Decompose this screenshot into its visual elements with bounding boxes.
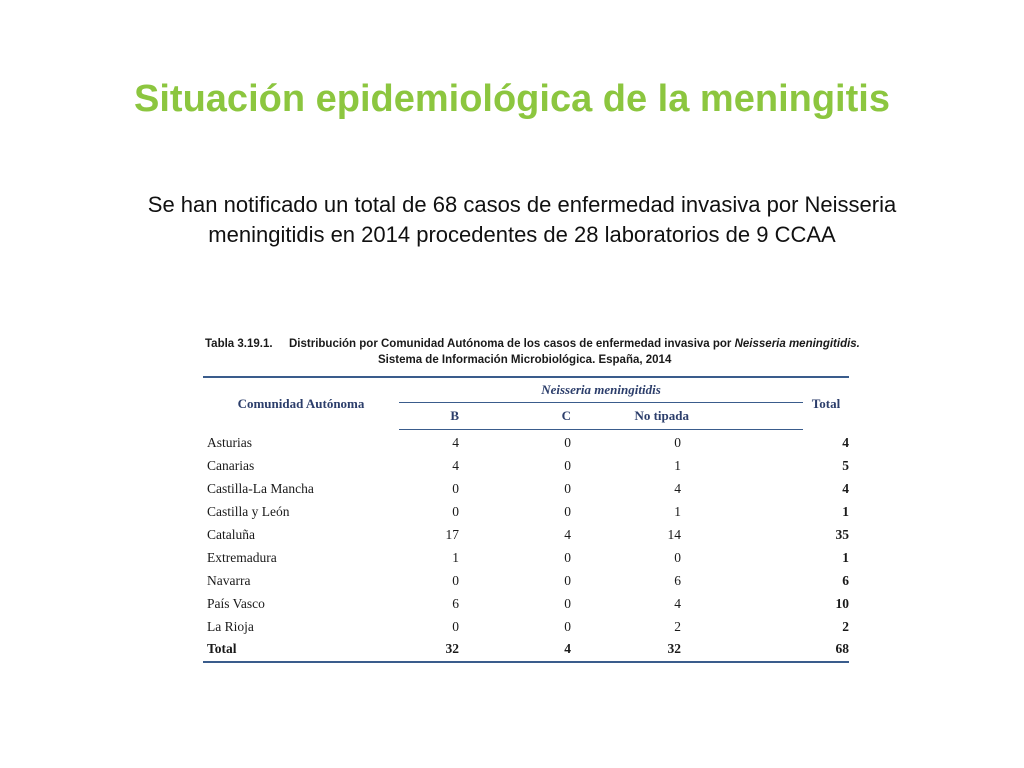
cell-total: 4 (842, 481, 849, 497)
cases-table (203, 376, 849, 663)
cell-b: 4 (452, 435, 459, 451)
cell-total: 10 (835, 595, 849, 611)
cell-c: 0 (564, 435, 571, 451)
cell-no-tipada: 4 (674, 481, 681, 497)
header-b: B (399, 403, 459, 430)
cell-total: 4 (842, 435, 849, 451)
cell-spacer (693, 430, 803, 455)
slide-title: Situación epidemiológica de la meningitis (134, 78, 890, 120)
header-spacer (693, 403, 803, 430)
cell-no-tipada: 1 (674, 504, 681, 520)
cell-community: Canarias (207, 458, 255, 474)
table-row (203, 546, 849, 569)
header-group: Neisseria meningitidis (399, 377, 803, 403)
cell-b: 1 (452, 549, 459, 565)
table-row (203, 478, 849, 501)
cell-c: 4 (564, 527, 571, 542)
table-row (203, 430, 849, 455)
table-row (203, 615, 849, 638)
header-no-tipada: No tipada (571, 403, 693, 430)
caption-line-2: Sistema de Información Microbiológica. España, 2014 (378, 354, 672, 366)
intro-line-2: meningitidis en 2014 procedentes de 28 laboratorios de 9 CCAA (208, 222, 836, 247)
header-c: C (459, 403, 571, 430)
caption-number: Tabla 3.19.1. (205, 338, 273, 350)
cell-spacer (693, 615, 803, 638)
table-caption (203, 334, 860, 370)
cell-c: 0 (564, 595, 571, 611)
caption-line-1-italic: Neisseria meningitidis. (734, 338, 860, 350)
cell-b: 0 (452, 618, 459, 634)
cell-b: 0 (452, 504, 459, 520)
cell-spacer (693, 501, 803, 524)
cell-spacer (693, 569, 803, 592)
caption-line-1-text: Distribución por Comunidad Autónoma de los casos de enfermedad invasiva por (289, 338, 732, 350)
cell-total: 35 (835, 527, 849, 542)
cell-community: Total (203, 638, 399, 662)
caption-line-1 (289, 336, 860, 352)
cell-b: 6 (452, 595, 459, 611)
cell-c: 0 (564, 504, 571, 520)
cell-community: Extremadura (207, 549, 277, 565)
table-total-row (203, 638, 849, 662)
cell-community: Castilla-La Mancha (207, 481, 314, 497)
cell-spacer (693, 546, 803, 569)
cell-total: 5 (842, 458, 849, 474)
cell-b: 32 (399, 638, 459, 662)
cell-no-tipada: 6 (674, 572, 681, 588)
cell-c: 0 (564, 549, 571, 565)
cell-spacer (693, 638, 803, 662)
cell-no-tipada: 14 (667, 527, 681, 542)
table-row (203, 569, 849, 592)
cell-community: Cataluña (207, 527, 255, 542)
cell-no-tipada: 2 (674, 618, 681, 634)
cell-community: La Rioja (207, 618, 254, 634)
table-row (203, 592, 849, 615)
cell-no-tipada: 4 (674, 595, 681, 611)
cell-b: 0 (452, 572, 459, 588)
cell-no-tipada: 1 (674, 458, 681, 474)
cell-b: 17 (445, 527, 459, 542)
cell-total: 2 (842, 618, 849, 634)
cell-spacer (693, 592, 803, 615)
table-figure (203, 334, 860, 663)
table-header-row-1 (203, 377, 849, 403)
cell-no-tipada: 32 (571, 638, 693, 662)
cell-community: Castilla y León (207, 504, 290, 520)
table-row (203, 455, 849, 478)
cell-c: 0 (564, 618, 571, 634)
cell-spacer (693, 478, 803, 501)
cell-c: 0 (564, 572, 571, 588)
cell-no-tipada: 0 (674, 435, 681, 451)
cell-c: 0 (564, 481, 571, 497)
cell-community: Navarra (207, 572, 251, 588)
cell-c: 4 (459, 638, 571, 662)
intro-line-1: Se han notificado un total de 68 casos de enfermedad invasiva por Neisseria (147, 192, 897, 217)
cell-b: 4 (452, 458, 459, 474)
cell-c: 0 (564, 458, 571, 474)
cell-total: 1 (842, 504, 849, 520)
cell-community: País Vasco (207, 595, 265, 611)
header-total: Total (803, 377, 849, 430)
header-community: Comunidad Autónoma (203, 377, 399, 430)
cell-total: 68 (803, 638, 849, 662)
table-body (203, 430, 849, 662)
cell-total: 6 (842, 572, 849, 588)
cell-total: 1 (842, 549, 849, 565)
table-row (203, 524, 849, 547)
cell-no-tipada: 0 (674, 549, 681, 565)
cell-spacer (693, 524, 803, 547)
cell-spacer (693, 455, 803, 478)
table-row (203, 501, 849, 524)
cell-community: Asturias (207, 435, 252, 451)
cell-b: 0 (452, 481, 459, 497)
intro-paragraph (60, 190, 984, 250)
